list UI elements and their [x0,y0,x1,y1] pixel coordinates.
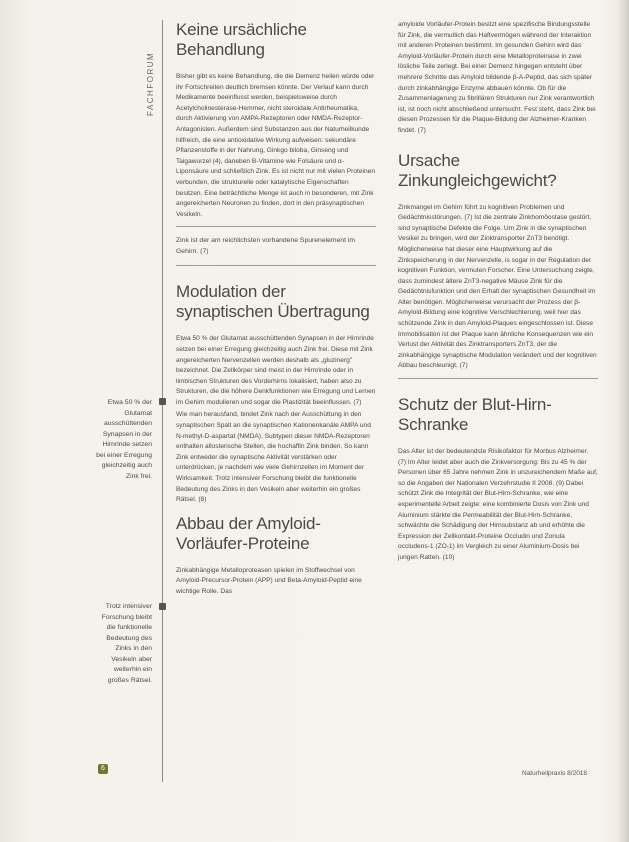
paragraph-ursache: Zinkmangel im Gehirn führt zu kognitiven Problemen und Gedächtnisstörungen. (7) Ist die zentrale Zinkhomöostase gestört, sind synaptische Defekte die Folge. Um Zink in die synaptischen Vesikel zu bringen, wird der Zinktransporter ZnT3 benötigt. Möglicherweise hat dieser eine Hauptwirkung auf die Zinkspeicherung in der Nervenzelle, is sogar in der Regulation der kognitiven Funktion, vermuten Forscher. Eine Untersuchung zeigte, dass zumindest ältere ZnT3-negative Mäuse Zink für die Gedächtnisfunktion und den Erhalt der synaptischen Gesundheit im Alter benötigen. Möglicherweise verursacht der Prozess der β-Amyloid-Bildung eine kognitive Verschlechterung, weil hier das schützende Zink in den Amyloid-Plaques eingeschlossen ist. Diese Immobilisation ist der Plaque kann ähnliche Konsequenzen wie ein Verlust der Aktivität des Zinktransporters ZnT3, der die zinkabhängige synaptische Modulation verändert und der kognitiven Abbau beschleunigt. (7) [398,203,597,370]
publication-footer: Naturheilpraxis 8/2018 [522,770,588,777]
heading-behandlung: Keine ursächliche Behandlung [176,20,307,59]
heading-ursache: Ursache Zinkungleichgewicht? [398,150,557,190]
sidebar-note-1: Etwa 50 % der Glutamat ausschüttenden Synapsen in der Hirnrinde setzen bei einer Erregung gleichzeitig auch Zink frei. [96,399,152,480]
sidebar-marker-2 [159,603,166,610]
column-left [176,20,376,600]
heading-modulation: Modulation der synaptischen Übertragung [176,282,370,322]
sidebar-marker-1 [159,398,166,405]
paragraph-amyloid-cont: amyloide Vorläufer-Protein besitzt eine spezifische Bindungsstelle für Zink, die vermutlich das Haftvermögen während der Interaktion mit anderen Proteinen bestimmt. Im gesunden Gehirn wird das Amyloid-Vorläufer-Protein durch eine Metalloproteinase in zwei lösliche Teile zerlegt. Bei einer Demenz hingegen entsteht über mehrere Schritte das Amyloid bildende β-A-Peptid, das sich später durch zinkabhängige Enzyme abbauen könnte. Ob für die Zusammenlagerung zu fibrillären Strukturen nur Zink verantwortlich ist, ist noch nicht abschließend untersucht. Fest steht, dass Zink bei diesen Prozessen für die Plaque-Bildung der Alzheimer-Kranken findet. (7) [398,21,596,134]
paragraph-amyloid: Zinkabhängige Metalloproteasen spielen im Stoffwechsel von Amyloid-Precursor-Protein (APP) und Beta-Amyloid-Peptid eine wichtige Rolle. Das [176,566,362,595]
paragraph-modulation-1: Etwa 50 % der Glutamat ausschüttenden Synapsen in der Hirnrinde setzen bei einer Erregung gleichzeitig auch Zink frei. Diese mit Zink angereicherten Nervenzellen werden deshalb als „gluzinerg" bezeichnet. Die Zellkörper sind meist in der Hirnrinde oder in limbischen Strukturen des Vorderhirns lokalisiert, haben also zu Strukturen, die die höhere Denkfunktionen wie Erregung und Lernen im Gehirn modulieren und sogar die Plastizität beeinflussen. (7) [176,335,376,406]
section-rule [398,378,598,379]
page-shadow [617,0,629,842]
callout-top-rule [176,226,376,227]
paragraph-schutz: Das Alter ist der bedeutendste Risikofaktor für Morbus Alzheimer. (7) Im Alter leidet aber auch die Zinkversorgung: Bis zu 45 % der Personen über 65 Jahre nehmen Zink in unzureichendem Maße auf, so die Angaben der Nationalen Verzehrstudie II 2008. (9) Dabei schützt Zink die Integrität der Blut-Hirn-Schranke, wie eine experimentelle Arbeit zeigte: eine kombinierte Dosis von Zink und Aluminium stärkte die Permeabilität der Blut-Hirn-Schranke, schwächte die Schädigung der Hirnsubstanz ab und erhöhte die Expression der Zellkontakt-Proteine Occludin und Zonula occludens-1 (ZO-1) im Vergleich zu einer Aluminium-Dosis bei jungen Ratten. (10) [398,448,598,561]
paragraph-behandlung: Bisher gibt es keine Behandlung, die die Demenz heilen würde oder ihr Fortschreiten deutlich bremsen könnte. Der Verlauf kann durch Medikamente beeinflusst werden, beispielsweise durch Acetylcholinesterase-Hemmer, nicht steroidale Antirheumatika, durch Aktivierung von AMPA-Rezeptoren oder NMDA-Rezeptor-Antagonisten. Außerdem sind Substanzen aus der Naturheilkunde hilfreich, die eine antioxidative Wirkung aufweisen: sekundäre Pflanzenstoffe in der Nahrung, Ginkgo biloba, Ginseng und Taigawurzel (4), daneben B-Vitamine wie Folsäure und α-Liponsäure und schließlich Zink. Es ist nicht nur mit vielen Proteinen verbunden, die strukturelle oder katalytische Eigenschaften besitzen. Eine beträchtliche Menge ist auch in besonderen, mit Zink angereicherten Neuronen zu finden, dort in den präsynaptischen Vesikeln. [176,73,376,218]
column-right [398,20,598,566]
page-number: 6 [98,764,108,774]
callout-text: Zink ist der am reichlichsten vorhandene Spurenelement im Gehirn. (7) [176,237,356,256]
heading-amyloid: Abbau der Amyloid-Vorläufer-Proteine [176,513,321,553]
heading-schutz: Schutz der Blut-Hirn-Schranke [398,395,552,435]
sidebar-note-2: Trotz intensiver Forschung bleibt die funktionelle Bedeutung des Zinks in den Vesikeln aber weiterhin ein großes Rätsel. [101,603,152,684]
paragraph-modulation-2: Wie man herausfand, bindet Zink nach der Ausschüttung in den synaptischen Spalt an die synaptischen Kationenkanäle AMPA und N-methyl-D-aspartat (NMDA). Subtypen dieser NMDA-Rezeptoren enthalten allosterische Stellen, die hochaffin Zink binden. So kann Zink entweder die synaptische Aktivität verstärken oder unterdrücken, je nachdem wie viele Gehirnzellen im Moment der Wirksamkeit. Trotz intensiver Forschung bleibt die funktionelle Bedeutung des Zinks in den Vesikeln aber weiterhin ein großes Rätsel. (8) [176,411,371,504]
callout-bottom-rule [176,265,376,266]
section-label: FACHFORUM [146,51,155,116]
